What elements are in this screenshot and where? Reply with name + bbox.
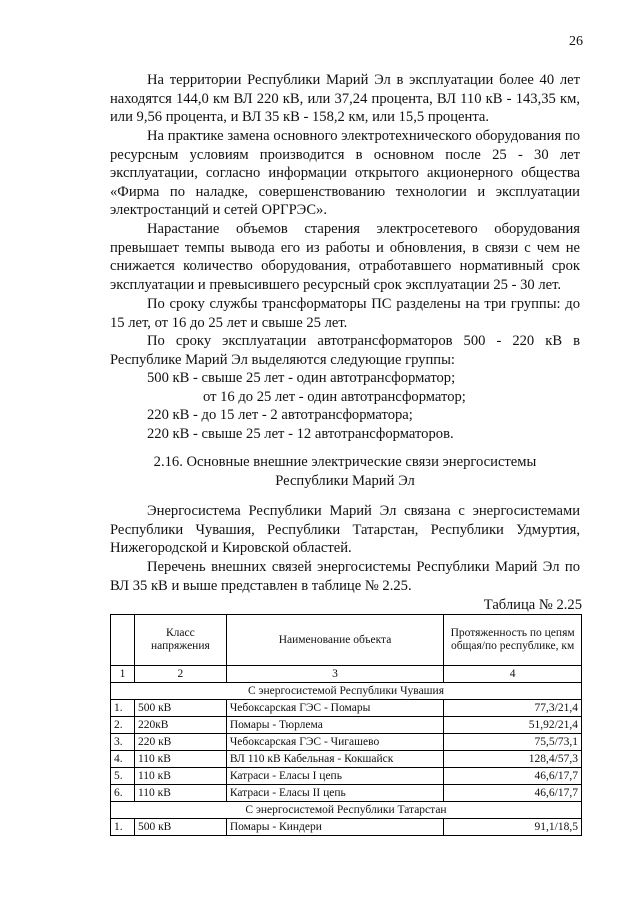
- paragraph-aging: Нарастание объемов старения электросетевого оборудования превышает темпы вывода его из работы и обновления, в связи с чем не снижается количество оборудования, отработавшего нормативный срок эксплуатации и превысившего ресурсный срок эксплуатации 25 - 30 лет.: [110, 221, 580, 293]
- table-group-row: [111, 802, 582, 819]
- group-label-chuvashia: С энергосистемой Республики Чувашия: [111, 683, 582, 700]
- cell-index: 4.: [111, 751, 135, 768]
- external-links-table: [110, 614, 582, 836]
- cell-index: 1.: [111, 700, 135, 717]
- cell-object: Чебоксарская ГЭС - Чигашево: [226, 734, 443, 751]
- cell-length: 46,6/17,7: [444, 785, 582, 802]
- number-cell: 2: [134, 666, 226, 683]
- header-cell-object: Наименование объекта: [226, 615, 443, 666]
- cell-object: Чебоксарская ГЭС - Помары: [226, 700, 443, 717]
- header-cell-length: Протяженность по цепям общая/по республике, км: [444, 615, 582, 666]
- cell-index: 6.: [111, 785, 135, 802]
- section-heading-line-1: 2.16. Основные внешние электрические связи энергосистемы: [153, 454, 537, 470]
- header-cell-voltage: Класс напряжения: [134, 615, 226, 666]
- cell-object: Помары - Киндери: [226, 819, 443, 836]
- paragraph-table-ref: Перечень внешних связей энергосистемы Республики Марий Эл по ВЛ 35 кВ и выше представлен в таблице № 2.25.: [110, 559, 580, 594]
- cell-voltage: 110 кВ: [134, 768, 226, 785]
- table-group-row: [111, 683, 582, 700]
- cell-length: 77,3/21,4: [444, 700, 582, 717]
- cell-voltage: 220 кВ: [134, 734, 226, 751]
- number-cell: 3: [226, 666, 443, 683]
- paragraph-autotransformers: По сроку эксплуатации автотрансформаторов 500 - 220 кВ в Республике Марий Эл выделяются следующие группы:: [110, 333, 580, 368]
- group-line-2: от 16 до 25 лет - один автотрансформатор;: [203, 389, 466, 405]
- header-cell-index: [111, 615, 135, 666]
- paragraph-connections: Энергосистема Республики Марий Эл связана с энергосистемами Республики Чувашия, Республики Татарстан, Республики Удмуртия, Нижегородской и Кировской областей.: [110, 503, 580, 557]
- table-row: [111, 700, 582, 717]
- cell-voltage: 500 кВ: [134, 819, 226, 836]
- group-line-3: 220 кВ - до 15 лет - 2 автотрансформатора;: [147, 407, 413, 423]
- cell-voltage: 220кВ: [134, 717, 226, 734]
- table-row: [111, 751, 582, 768]
- cell-length: 46,6/17,7: [444, 768, 582, 785]
- cell-index: 3.: [111, 734, 135, 751]
- cell-voltage: 110 кВ: [134, 785, 226, 802]
- table-row: [111, 717, 582, 734]
- cell-voltage: 110 кВ: [134, 751, 226, 768]
- cell-object: Катраси - Еласы II цепь: [226, 785, 443, 802]
- table-row: [111, 734, 582, 751]
- cell-length: 51,92/21,4: [444, 717, 582, 734]
- table-header-row: [111, 615, 582, 666]
- group-label-tatarstan: С энергосистемой Республики Татарстан: [111, 802, 582, 819]
- cell-index: 1.: [111, 819, 135, 836]
- cell-length: 128,4/57,3: [444, 751, 582, 768]
- group-line-4: 220 кВ - свыше 25 лет - 12 автотрансформаторов.: [147, 426, 454, 442]
- group-line-1: 500 кВ - свыше 25 лет - один автотрансформатор;: [147, 370, 456, 386]
- cell-object: Помары - Тюрлема: [226, 717, 443, 734]
- section-heading-line-2: Республики Марий Эл: [275, 472, 415, 489]
- cell-index: 2.: [111, 717, 135, 734]
- table-caption: Таблица № 2.25: [483, 597, 582, 613]
- cell-index: 5.: [111, 768, 135, 785]
- table-row: [111, 768, 582, 785]
- section-heading: [110, 453, 580, 490]
- cell-object: Катраси - Еласы I цепь: [226, 768, 443, 785]
- table-number-row: [111, 666, 582, 683]
- number-cell: 1: [111, 666, 135, 683]
- cell-length: 91,1/18,5: [444, 819, 582, 836]
- cell-voltage: 500 кВ: [134, 700, 226, 717]
- cell-length: 75,5/73,1: [444, 734, 582, 751]
- number-cell: 4: [444, 666, 582, 683]
- paragraph-lines-age: На территории Республики Марий Эл в эксплуатации более 40 лет находятся 144,0 км ВЛ 220 кВ, или 37,24 процента, ВЛ 110 кВ - 143,35 км, или 9,56 процента, и ВЛ 35 кВ - 158,2 км, или 15,5 процента.: [110, 72, 580, 126]
- table-row: [111, 819, 582, 836]
- page-number: 26: [569, 34, 583, 49]
- table-row: [111, 785, 582, 802]
- paragraph-replacement: На практике замена основного электротехнического оборудования по ресурсным условиям производится в основном после 25 - 30 лет эксплуатации, согласно информации открытого акционерного общества «Фирма по наладке, совершенствованию технологии и эксплуатации электростанций и сетей ОРГРЭС».: [110, 128, 580, 219]
- cell-object: ВЛ 110 кВ Кабельная - Кокшайск: [226, 751, 443, 768]
- paragraph-transformer-groups: По сроку службы трансформаторы ПС разделены на три группы: до 15 лет, от 16 до 25 лет и свыше 25 лет.: [110, 296, 580, 331]
